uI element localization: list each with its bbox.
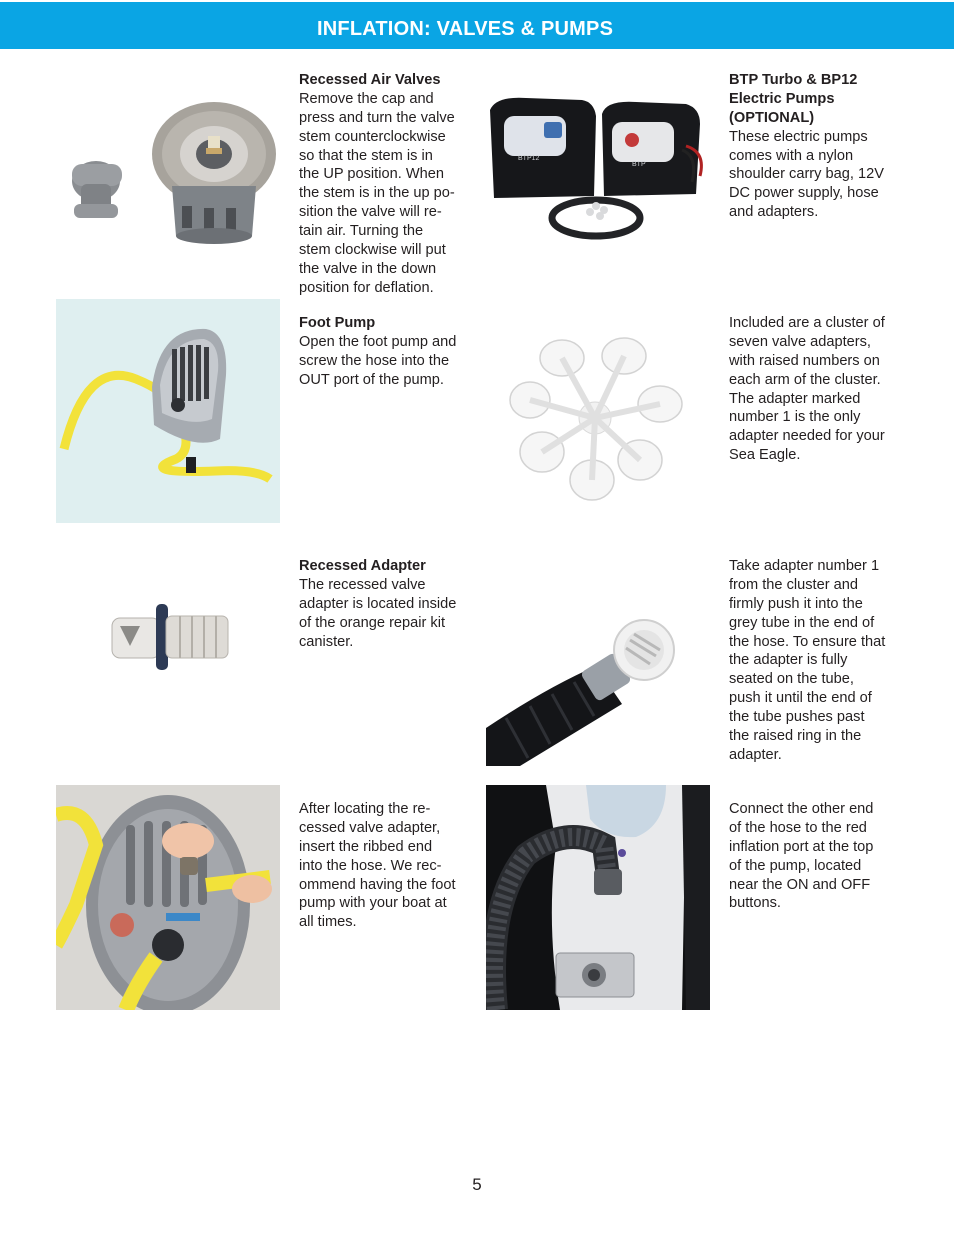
insert-adapter-photo (56, 785, 280, 1010)
foot-pump-body: Open the foot pump and screw the hose into the OUT port of the pump. (299, 333, 457, 388)
recessed-air-valve-photo (56, 56, 280, 280)
recessed-adapter-body: The recessed valve adapter is located inside of the orange repair kit canister. (299, 576, 457, 650)
adapter-into-hose-photo (486, 608, 710, 766)
recessed-adapter-text (299, 538, 474, 651)
turbo-label: BTP (632, 161, 646, 168)
page-title: INFLATION: VALVES & PUMPS (317, 18, 614, 40)
recessed-adapter-title: Recessed Adapter (299, 557, 426, 574)
electric-pumps-text (729, 52, 909, 222)
foot-pump-text (299, 295, 474, 390)
bp12-label: BTP12 (518, 155, 540, 162)
foot-pump-title: Foot Pump (299, 314, 376, 331)
insert-adapter-body: After locating the re- cessed valve adapter, insert the ribbed end into the hose. We rec- ommend having the foot pump with your boat at all times. (299, 800, 456, 931)
recessed-air-valves-text (299, 52, 474, 298)
connect-hose-photo (486, 785, 710, 1010)
adapter-into-hose-text (729, 538, 909, 765)
adapter-cluster-body: Included are a cluster of seven valve adapters, with raised numbers on each arm of the cluster. The adapter marked number 1 is the only adapter needed for your Sea Eagle. (729, 314, 885, 464)
recessed-adapter-photo (100, 598, 240, 676)
recessed-air-valves-body: Remove the cap and press and turn the valve stem counterclockwise so that the stem is in the UP position. When the stem is in the up po- sition the valve will re- tain air. Turning the stem clockwise will put the valve in the down position for deflation. (299, 90, 455, 296)
insert-adapter-text (299, 781, 474, 932)
connect-hose-text (729, 781, 909, 913)
recessed-air-valves-title: Recessed Air Valves (299, 71, 441, 88)
electric-pumps-photo (486, 56, 710, 246)
adapter-cluster-photo (500, 320, 690, 516)
electric-pumps-body: These electric pumps comes with a nylon shoulder carry bag, 12V DC power supply, hose and adapters. (729, 128, 884, 221)
page-number: 5 (472, 1175, 482, 1194)
connect-hose-body: Connect the other end of the hose to the red inflation port at the top of the pump, located near the ON and OFF buttons. (729, 800, 874, 912)
foot-pump-photo (56, 299, 280, 523)
adapter-into-hose-body: Take adapter number 1 from the cluster and firmly push it into the grey tube in the end of the hose. To ensure that the adapter is fully seated on the tube, push it until the end of the tube pushes past the raised ring in the adapter. (729, 557, 886, 763)
adapter-cluster-text (729, 295, 909, 465)
electric-pumps-title: BTP Turbo & BP12 Electric Pumps (OPTIONAL) (729, 71, 858, 126)
